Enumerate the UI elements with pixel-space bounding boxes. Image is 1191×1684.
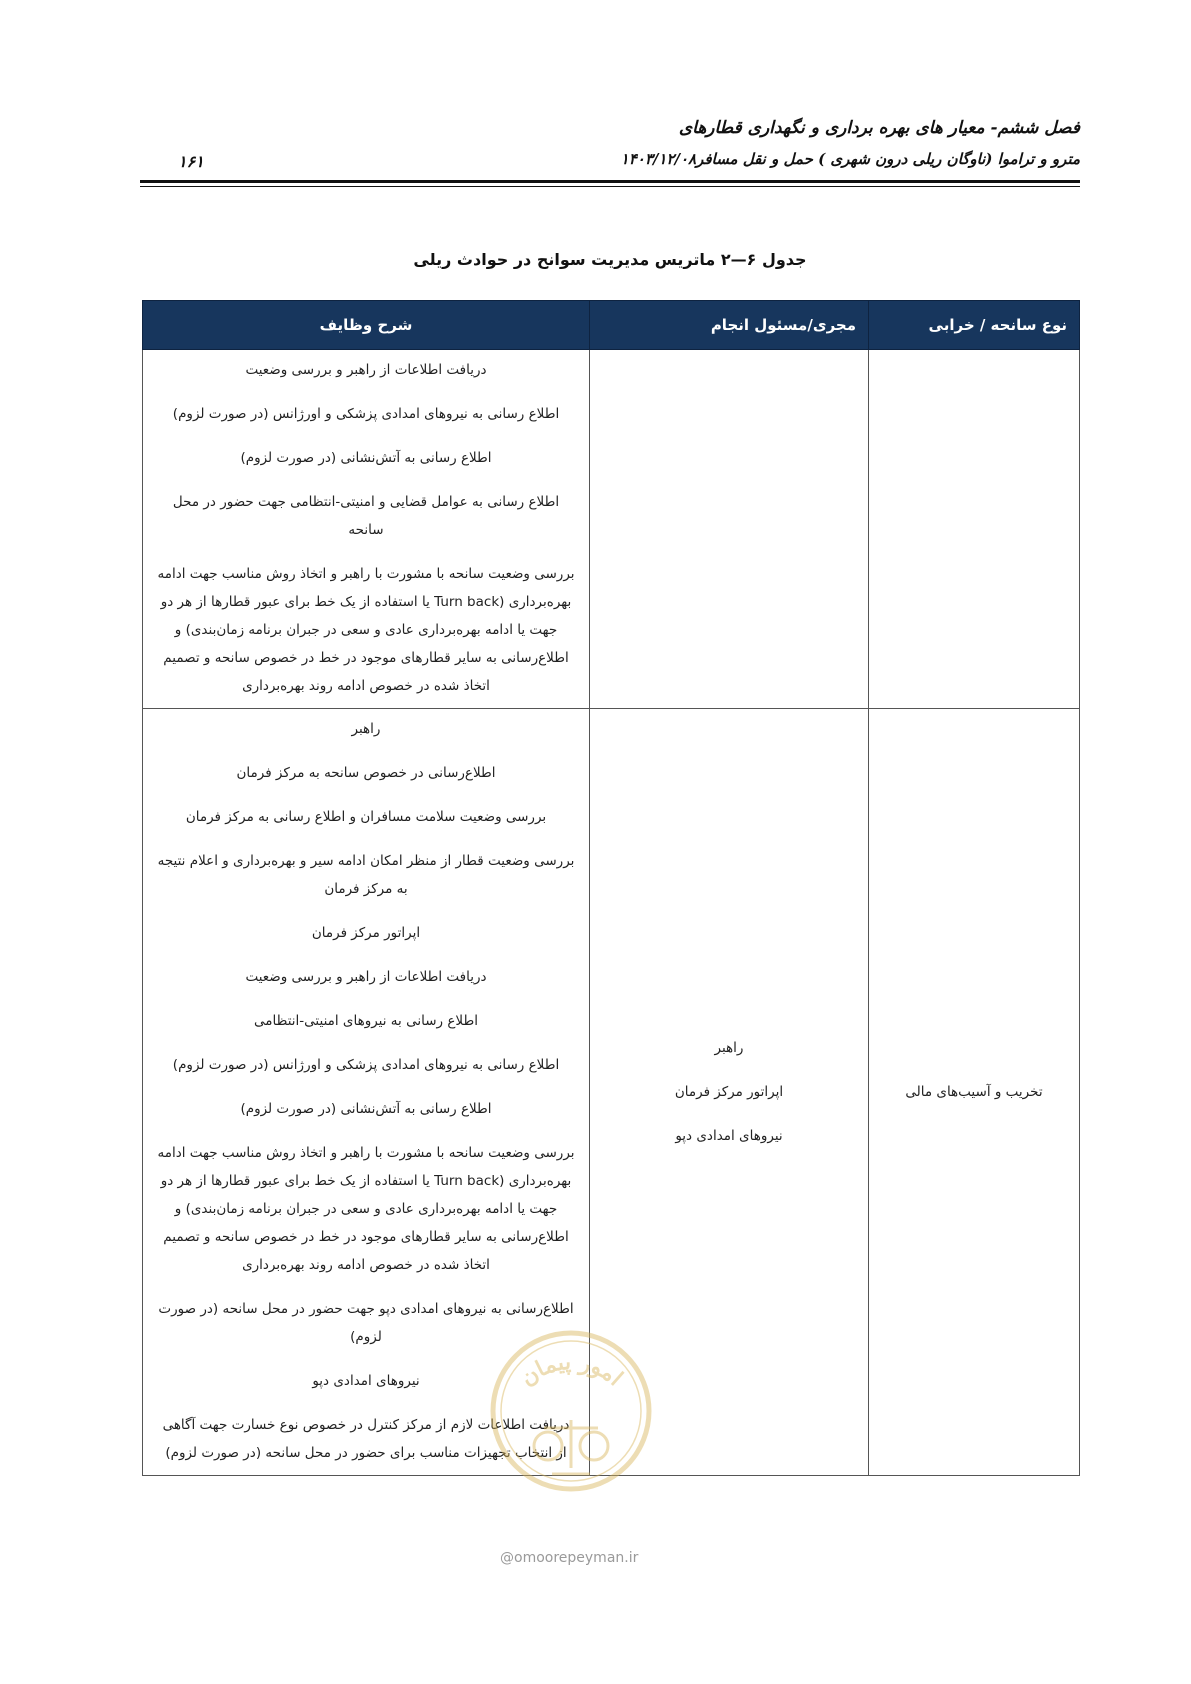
responsible-item: نیروهای امدادی دپو	[675, 1128, 783, 1144]
page-header	[140, 112, 1080, 202]
page-number: ۱۶۱	[178, 152, 204, 171]
task-item: بررسی وضعیت سانحه با مشورت با راهبر و اتخاذ روش مناسب جهت ادامه بهره‌برداری (Turn back یا استفاده از یک خط برای عبور قطارها از هر دو جهت یا ادامه بهره‌برداری عادی و سعی در جبران برنامه زمان‌بندی) و اطلاع‌رسانی به سایر قطارهای موجود در خط در خصوص سانحه و تصمیم اتخاذ شده در خصوص ادامه روند بهره‌برداری	[157, 1145, 575, 1273]
table-row	[143, 709, 1080, 1476]
responsible-cell	[590, 350, 869, 709]
task-item: بررسی وضعیت قطار از منظر امکان ادامه سیر و بهره‌برداری و اعلام نتیجه به مرکز فرمان	[157, 853, 575, 897]
task-item: بررسی وضعیت سلامت مسافران و اطلاع رسانی به مرکز فرمان	[185, 809, 547, 825]
task-item: دریافت اطلاعات از راهبر و بررسی وضعیت	[245, 969, 487, 985]
responsible-item: اپراتور مرکز فرمان	[674, 1084, 784, 1100]
task-item: دریافت اطلاعات لازم از مرکز کنترل در خصوص نوع خسارت جهت آگاهی از انتخاب تجهیزات مناسب برای حضور در محل سانحه (در صورت لزوم)	[162, 1417, 570, 1461]
responsible-cell	[590, 709, 869, 1476]
table-header-row	[143, 301, 1080, 350]
header-rule-thick	[140, 180, 1080, 183]
header-date: ۱۴۰۳/۱۲/۰۸	[620, 150, 697, 168]
task-item: اطلاع رسانی به نیروهای امدادی پزشکی و اورژانس (در صورت لزوم)	[172, 406, 560, 422]
task-item: اپراتور مرکز فرمان	[311, 925, 421, 941]
task-item: دریافت اطلاعات از راهبر و بررسی وضعیت	[245, 362, 487, 378]
task-item: اطلاع‌رسانی به نیروهای امدادی دپو جهت حضور در محل سانحه (در صورت لزوم)	[158, 1301, 574, 1345]
task-item: اطلاع‌رسانی در خصوص سانحه به مرکز فرمان	[236, 765, 496, 781]
incident-type-cell	[869, 709, 1080, 1476]
watermark-text: امور پیمان	[515, 1349, 628, 1392]
tasks-cell	[143, 709, 590, 1476]
table-row	[143, 350, 1080, 709]
header-incident-type: نوع سانحه / خرابی	[869, 301, 1080, 350]
task-item: اطلاع رسانی به آتش‌نشانی (در صورت لزوم)	[240, 450, 492, 466]
task-item: اطلاع رسانی به نیروهای امنیتی-انتظامی	[254, 1013, 478, 1029]
header-tasks: شرح وظایف	[143, 301, 590, 350]
task-item: بررسی وضعیت سانحه با مشورت با راهبر و اتخاذ روش مناسب جهت ادامه بهره‌برداری (Turn back یا استفاده از یک خط برای عبور قطارها از هر دو جهت یا ادامه بهره‌برداری عادی و سعی در جبران برنامه زمان‌بندی) و اطلاع‌رسانی به سایر قطارهای موجود در خط در خصوص سانحه و تصمیم اتخاذ شده در خصوص ادامه روند بهره‌برداری	[157, 566, 575, 694]
website-footer: @omoorepeyman.ir	[500, 1550, 639, 1566]
chapter-title: فصل ششم- معیار های بهره برداری و نگهداری قطارهای	[678, 118, 1080, 138]
table-title: جدول ۶—۲ ماتریس مدیریت سوانح در حوادث ریلی	[413, 250, 807, 269]
incident-type-label: تخریب و آسیب‌های مالی	[905, 1084, 1043, 1100]
incident-management-matrix	[142, 300, 1080, 1476]
task-item: نیروهای امدادی دپو	[312, 1373, 420, 1389]
chapter-subtitle	[591, 150, 1080, 168]
subtitle-text: مترو و تراموا (ناوگان ریلی درون شهری ) حمل و نقل مسافر	[696, 150, 1080, 168]
task-item: اطلاع رسانی به آتش‌نشانی (در صورت لزوم)	[240, 1101, 492, 1117]
incident-type-cell	[869, 350, 1080, 709]
tasks-cell	[143, 350, 590, 709]
responsible-item: راهبر	[714, 1040, 744, 1056]
task-item: اطلاع رسانی به نیروهای امدادی پزشکی و اورژانس (در صورت لزوم)	[172, 1057, 560, 1073]
header-responsible: مجری/مسئول انجام	[590, 301, 869, 350]
task-item: اطلاع رسانی به عوامل قضایی و امنیتی-انتظامی جهت حضور در محل سانحه	[172, 494, 560, 538]
header-rule-thin	[140, 186, 1080, 187]
task-item: راهبر	[351, 721, 381, 737]
